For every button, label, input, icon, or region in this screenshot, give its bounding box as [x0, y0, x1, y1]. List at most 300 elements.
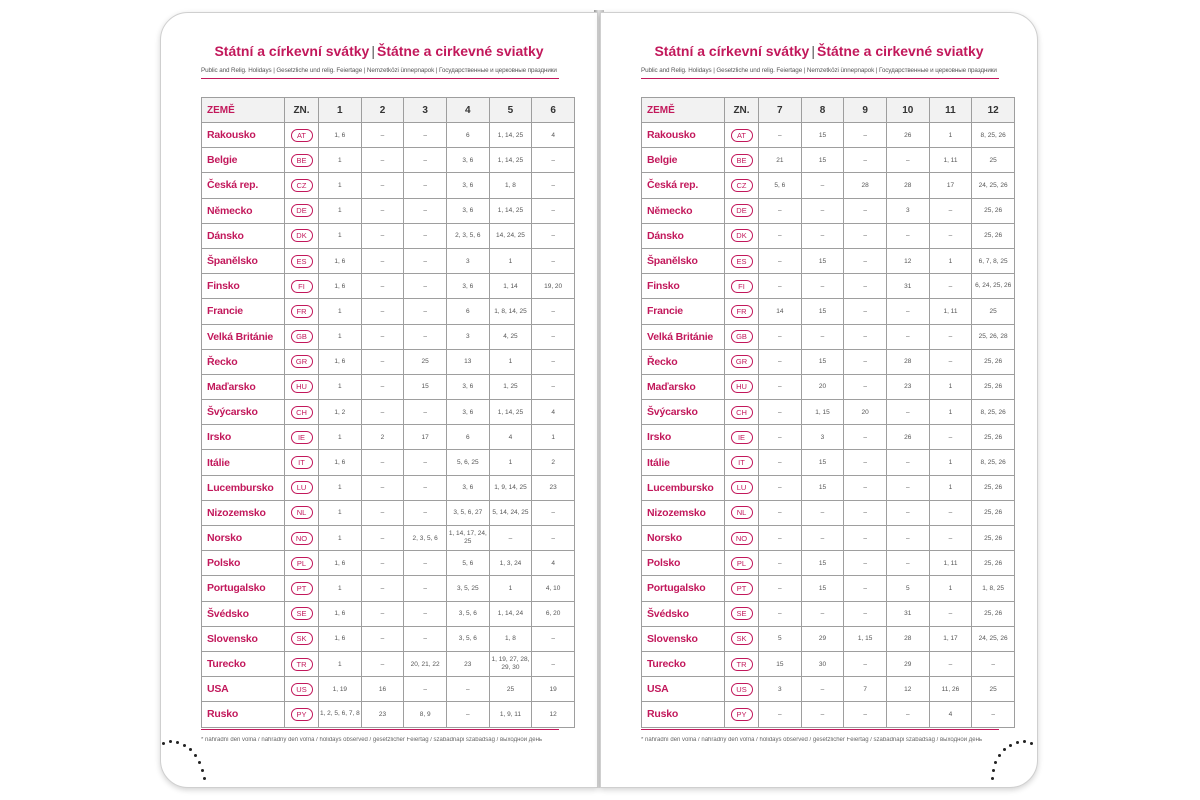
holiday-cell: 2, 3, 5, 6: [446, 223, 489, 248]
holiday-cell: 1, 2, 5, 6, 7, 8: [319, 702, 362, 727]
country-code-cell: [725, 475, 759, 500]
holiday-cell: 1, 14, 25: [489, 198, 532, 223]
holiday-cell: 1: [929, 248, 972, 273]
country-code-cell: [725, 626, 759, 651]
table-row: [642, 274, 1015, 299]
holiday-cell: 1, 9, 11: [489, 702, 532, 727]
holiday-cell: –: [361, 173, 404, 198]
holiday-cell: –: [361, 299, 404, 324]
country-code-badge: DK: [731, 229, 753, 242]
title-separator: |: [371, 43, 375, 59]
holiday-cell: 4: [532, 400, 575, 425]
holiday-cell: –: [886, 400, 929, 425]
country-name: Norsko: [202, 526, 285, 551]
country-name: Norsko: [642, 526, 725, 551]
holiday-cell: 1: [489, 349, 532, 374]
holiday-cell: 17: [929, 173, 972, 198]
holiday-cell: –: [801, 223, 844, 248]
holiday-cell: 23: [886, 374, 929, 399]
holiday-cell: –: [929, 526, 972, 551]
holiday-cell: –: [929, 425, 972, 450]
holiday-cell: –: [404, 626, 447, 651]
holiday-cell: 25, 26: [972, 198, 1015, 223]
table-row: [202, 425, 575, 450]
country-code-cell: [285, 702, 319, 727]
table-row: [642, 702, 1015, 727]
holiday-cell: –: [886, 223, 929, 248]
country-code-cell: [285, 400, 319, 425]
dot: [992, 769, 995, 772]
holiday-cell: 15: [404, 374, 447, 399]
country-code-badge: GR: [731, 355, 753, 368]
country-name: Španělsko: [642, 248, 725, 273]
country-code-cell: [725, 274, 759, 299]
holiday-cell: –: [759, 475, 802, 500]
country-name: Portugalsko: [642, 576, 725, 601]
header-month-9: 9: [844, 98, 887, 123]
country-code-cell: [725, 400, 759, 425]
holiday-cell: –: [532, 299, 575, 324]
country-code-cell: [285, 500, 319, 525]
country-code-badge: IT: [291, 456, 313, 469]
dot: [1016, 741, 1019, 744]
country-name: Portugalsko: [202, 576, 285, 601]
holiday-cell: 1, 6: [319, 248, 362, 273]
dot: [1003, 748, 1006, 751]
footnote: * náhradní den volna / náhradný deň voľna / holidays observed / gesetzlicher Feiertag / szabadnapi szabadság / выходной день: [201, 737, 543, 743]
header-month-11: 11: [929, 98, 972, 123]
country-code-cell: [285, 374, 319, 399]
holiday-cell: 15: [801, 349, 844, 374]
table-header-row: [642, 98, 1015, 123]
holiday-cell: 16: [361, 677, 404, 702]
holiday-cell: 1, 6: [319, 274, 362, 299]
table-row: [642, 223, 1015, 248]
table-row: [642, 450, 1015, 475]
holiday-cell: –: [404, 198, 447, 223]
country-code-cell: [725, 324, 759, 349]
holiday-cell: –: [759, 400, 802, 425]
footer-rule: [641, 729, 999, 730]
holiday-cell: 1: [319, 500, 362, 525]
country-code-badge: DE: [291, 204, 313, 217]
table-row: [642, 677, 1015, 702]
holiday-cell: 1, 8: [489, 173, 532, 198]
holiday-cell: –: [886, 500, 929, 525]
holiday-cell: –: [844, 500, 887, 525]
country-name: Švýcarsko: [642, 400, 725, 425]
holiday-cell: 15: [801, 450, 844, 475]
table-row: [642, 198, 1015, 223]
country-code-badge: NO: [291, 532, 313, 545]
holiday-cell: 14: [759, 299, 802, 324]
holiday-cell: –: [404, 274, 447, 299]
table-row: [202, 198, 575, 223]
holiday-cell: –: [886, 702, 929, 727]
holiday-cell: 1, 6: [319, 450, 362, 475]
holiday-cell: –: [844, 576, 887, 601]
dot: [198, 761, 201, 764]
country-code-badge: DK: [291, 229, 313, 242]
holiday-cell: –: [361, 148, 404, 173]
holiday-cell: –: [404, 551, 447, 576]
header-country: ZEMĚ: [642, 98, 725, 123]
holiday-cell: 1: [319, 324, 362, 349]
holiday-cell: –: [404, 324, 447, 349]
country-name: Rakousko: [202, 123, 285, 148]
holiday-cell: 4: [489, 425, 532, 450]
country-code-cell: [285, 551, 319, 576]
holiday-cell: –: [404, 223, 447, 248]
holiday-cell: 1, 9, 14, 25: [489, 475, 532, 500]
footer-rule: [201, 729, 559, 730]
holiday-cell: 15: [759, 651, 802, 676]
holiday-cell: 25: [404, 349, 447, 374]
holiday-cell: 1: [929, 123, 972, 148]
holiday-cell: –: [404, 475, 447, 500]
dot: [176, 741, 179, 744]
header-country: ZEMĚ: [202, 98, 285, 123]
country-code-badge: US: [291, 683, 313, 696]
holiday-cell: 15: [801, 551, 844, 576]
holiday-cell: 3: [886, 198, 929, 223]
holiday-cell: –: [844, 702, 887, 727]
country-code-badge: TR: [291, 658, 313, 671]
country-code-cell: [725, 299, 759, 324]
table-row: [642, 651, 1015, 676]
header-code: ZN.: [285, 98, 319, 123]
holiday-cell: –: [404, 299, 447, 324]
holiday-cell: –: [801, 173, 844, 198]
holiday-cell: 25: [972, 148, 1015, 173]
holiday-cell: –: [844, 274, 887, 299]
holiday-cell: –: [532, 526, 575, 551]
country-name: Francie: [202, 299, 285, 324]
holiday-cell: –: [532, 651, 575, 676]
holiday-cell: –: [759, 349, 802, 374]
holiday-cell: –: [801, 677, 844, 702]
country-code-cell: [725, 223, 759, 248]
dot: [194, 754, 197, 757]
holiday-cell: –: [844, 651, 887, 676]
country-code-badge: GR: [291, 355, 313, 368]
holiday-cell: 25, 26: [972, 526, 1015, 551]
country-code-cell: [725, 349, 759, 374]
holiday-cell: –: [404, 123, 447, 148]
holiday-cell: –: [886, 475, 929, 500]
country-name: Lucembursko: [642, 475, 725, 500]
country-code-cell: [285, 148, 319, 173]
table-row: [202, 626, 575, 651]
holiday-cell: –: [532, 148, 575, 173]
dot: [1023, 740, 1026, 743]
holiday-cell: 1, 11: [929, 551, 972, 576]
holiday-cell: –: [361, 324, 404, 349]
header-month-10: 10: [886, 98, 929, 123]
holiday-cell: 1, 14, 25: [489, 123, 532, 148]
holiday-cell: –: [404, 601, 447, 626]
holiday-cell: 5, 6: [446, 551, 489, 576]
holiday-cell: 12: [532, 702, 575, 727]
holiday-cell: –: [886, 148, 929, 173]
holiday-cell: 29: [801, 626, 844, 651]
country-name: Španělsko: [202, 248, 285, 273]
holiday-cell: –: [532, 324, 575, 349]
holiday-cell: 3: [446, 248, 489, 273]
holiday-cell: –: [532, 248, 575, 273]
table-row: [202, 324, 575, 349]
table-row: [202, 677, 575, 702]
dot: [998, 754, 1001, 757]
holiday-cell: –: [759, 450, 802, 475]
holiday-cell: –: [801, 274, 844, 299]
country-code-badge: AT: [731, 129, 753, 142]
holiday-cell: 1: [319, 198, 362, 223]
country-code-badge: US: [731, 683, 753, 696]
holiday-cell: –: [759, 374, 802, 399]
holiday-cell: 1: [929, 475, 972, 500]
holiday-cell: 2, 3, 5, 6: [404, 526, 447, 551]
country-code-badge: BE: [291, 154, 313, 167]
holiday-cell: 1, 6: [319, 349, 362, 374]
holiday-cell: 1: [319, 299, 362, 324]
holiday-cell: 3, 6: [446, 173, 489, 198]
holiday-cell: 23: [532, 475, 575, 500]
country-code-badge: PT: [291, 582, 313, 595]
holiday-cell: –: [844, 349, 887, 374]
country-code-badge: FI: [291, 280, 313, 293]
holiday-cell: 1, 3, 24: [489, 551, 532, 576]
table-row: [642, 248, 1015, 273]
country-code-badge: HU: [731, 380, 753, 393]
country-code-badge: TR: [731, 658, 753, 671]
holiday-cell: –: [361, 626, 404, 651]
holiday-cell: 19, 20: [532, 274, 575, 299]
country-name: Polsko: [642, 551, 725, 576]
country-name: Itálie: [202, 450, 285, 475]
holiday-cell: 25: [972, 299, 1015, 324]
holiday-cell: –: [361, 349, 404, 374]
holiday-cell: –: [361, 601, 404, 626]
table-row: [642, 475, 1015, 500]
holiday-cell: 8, 25, 26: [972, 400, 1015, 425]
country-code-cell: [285, 324, 319, 349]
country-code-badge: CH: [291, 406, 313, 419]
holiday-cell: 20: [801, 374, 844, 399]
holiday-cell: 6, 7, 8, 25: [972, 248, 1015, 273]
holiday-cell: 25: [489, 677, 532, 702]
holiday-cell: 1, 6: [319, 123, 362, 148]
country-code-cell: [725, 551, 759, 576]
country-code-badge: HU: [291, 380, 313, 393]
table-row: [202, 500, 575, 525]
title-sk: Štátne a cirkevné sviatky: [376, 43, 544, 59]
holiday-cell: 23: [446, 651, 489, 676]
country-code-badge: CH: [731, 406, 753, 419]
holiday-cell: –: [404, 148, 447, 173]
holiday-cell: –: [446, 702, 489, 727]
holiday-cell: 3, 6: [446, 374, 489, 399]
holiday-cell: 25, 26: [972, 500, 1015, 525]
holiday-cell: 2: [361, 425, 404, 450]
holiday-cell: –: [844, 425, 887, 450]
country-name: Německo: [642, 198, 725, 223]
holiday-cell: 2: [532, 450, 575, 475]
country-code-badge: CZ: [291, 179, 313, 192]
country-code-cell: [285, 626, 319, 651]
holiday-cell: 30: [801, 651, 844, 676]
holiday-cell: –: [361, 526, 404, 551]
header-rule: [201, 78, 559, 79]
country-code-cell: [285, 601, 319, 626]
holiday-cell: 13: [446, 349, 489, 374]
holiday-cell: 28: [844, 173, 887, 198]
holiday-cell: 1, 14, 17, 24, 25: [446, 526, 489, 551]
country-code-badge: LU: [291, 481, 313, 494]
holiday-cell: –: [759, 576, 802, 601]
holiday-cell: –: [844, 198, 887, 223]
holiday-cell: 21: [759, 148, 802, 173]
holiday-cell: 5, 6, 25: [446, 450, 489, 475]
country-name: Dánsko: [642, 223, 725, 248]
holiday-cell: –: [844, 551, 887, 576]
holiday-cell: –: [759, 526, 802, 551]
holiday-cell: 1, 15: [801, 400, 844, 425]
holiday-cell: 28: [886, 626, 929, 651]
country-name: Slovensko: [642, 626, 725, 651]
country-code-cell: [725, 198, 759, 223]
holiday-cell: –: [532, 626, 575, 651]
holiday-cell: –: [759, 223, 802, 248]
table-row: [642, 173, 1015, 198]
holiday-cell: –: [929, 500, 972, 525]
holiday-cell: –: [886, 551, 929, 576]
holiday-cell: –: [446, 677, 489, 702]
holiday-cell: 3: [759, 677, 802, 702]
country-code-cell: [725, 450, 759, 475]
holiday-cell: 31: [886, 274, 929, 299]
table-row: [642, 526, 1015, 551]
table-header-row: [202, 98, 575, 123]
holiday-cell: 1: [489, 576, 532, 601]
holiday-cell: 6: [446, 123, 489, 148]
table-row: [642, 374, 1015, 399]
table-row: [202, 299, 575, 324]
holiday-cell: –: [361, 475, 404, 500]
country-name: Nizozemsko: [642, 500, 725, 525]
country-code-cell: [725, 148, 759, 173]
holiday-cell: –: [404, 500, 447, 525]
holiday-cell: 3: [446, 324, 489, 349]
country-code-badge: NO: [731, 532, 753, 545]
country-code-cell: [285, 223, 319, 248]
table-row: [642, 425, 1015, 450]
table-row: [642, 123, 1015, 148]
header-code: ZN.: [725, 98, 759, 123]
holiday-cell: –: [361, 198, 404, 223]
holiday-cell: –: [844, 475, 887, 500]
table-row: [202, 148, 575, 173]
holiday-cell: –: [801, 500, 844, 525]
holiday-cell: –: [759, 551, 802, 576]
holiday-cell: –: [361, 374, 404, 399]
dot: [203, 777, 206, 780]
holiday-cell: 20, 21, 22: [404, 651, 447, 676]
holiday-cell: –: [404, 173, 447, 198]
country-code-badge: IE: [291, 431, 313, 444]
holiday-cell: –: [844, 299, 887, 324]
holiday-cell: 1: [319, 651, 362, 676]
page-title: [601, 43, 1037, 59]
holiday-cell: 11, 26: [929, 677, 972, 702]
country-code-cell: [725, 173, 759, 198]
country-code-badge: SE: [731, 607, 753, 620]
country-code-badge: PY: [291, 708, 313, 721]
holiday-cell: –: [361, 500, 404, 525]
table-row: [202, 601, 575, 626]
holiday-cell: 1: [929, 450, 972, 475]
holiday-cell: 1: [319, 173, 362, 198]
holiday-cell: 8, 9: [404, 702, 447, 727]
holiday-table-left: [201, 97, 575, 728]
dot: [201, 769, 204, 772]
country-code-cell: [285, 274, 319, 299]
country-code-badge: CZ: [731, 179, 753, 192]
country-code-badge: PT: [731, 582, 753, 595]
country-code-badge: ES: [291, 255, 313, 268]
holiday-cell: –: [844, 526, 887, 551]
page-title: [161, 43, 597, 59]
holiday-cell: 1, 25: [489, 374, 532, 399]
title-separator: |: [811, 43, 815, 59]
holiday-cell: –: [844, 223, 887, 248]
country-code-cell: [725, 500, 759, 525]
country-code-badge: LU: [731, 481, 753, 494]
country-code-badge: SK: [291, 632, 313, 645]
country-code-cell: [285, 198, 319, 223]
holiday-cell: 25, 26: [972, 425, 1015, 450]
holiday-cell: 1, 11: [929, 148, 972, 173]
country-code-badge: GB: [731, 330, 753, 343]
table-row: [202, 173, 575, 198]
holiday-cell: –: [972, 702, 1015, 727]
holiday-cell: 1, 19: [319, 677, 362, 702]
dot: [991, 777, 994, 780]
table-row: [642, 500, 1015, 525]
country-code-badge: FR: [731, 305, 753, 318]
holiday-cell: –: [759, 248, 802, 273]
holiday-cell: 4, 10: [532, 576, 575, 601]
country-code-cell: [285, 677, 319, 702]
page-subtitle: Public and Relig. Holidays | Gesetzliche und relig. Feiertage | Nemzetközi ünnepnapok | Государственные и церковные праздники: [641, 67, 997, 74]
country-name: Lucembursko: [202, 475, 285, 500]
holiday-cell: 1, 14, 25: [489, 148, 532, 173]
footnote: * náhradní den volna / náhradný deň voľna / holidays observed / gesetzlicher Feiertag / szabadnapi szabadság / выходной день: [641, 737, 983, 743]
holiday-cell: 25, 26: [972, 374, 1015, 399]
holiday-cell: 19: [532, 677, 575, 702]
dot: [183, 744, 186, 747]
country-name: Maďarsko: [642, 374, 725, 399]
country-name: Nizozemsko: [202, 500, 285, 525]
header-month-5: 5: [489, 98, 532, 123]
holiday-cell: 1: [319, 223, 362, 248]
left-page: [160, 12, 598, 788]
country-name: Finsko: [202, 274, 285, 299]
country-code-badge: NL: [291, 506, 313, 519]
country-code-badge: BE: [731, 154, 753, 167]
table-row: [642, 551, 1015, 576]
country-code-cell: [285, 526, 319, 551]
